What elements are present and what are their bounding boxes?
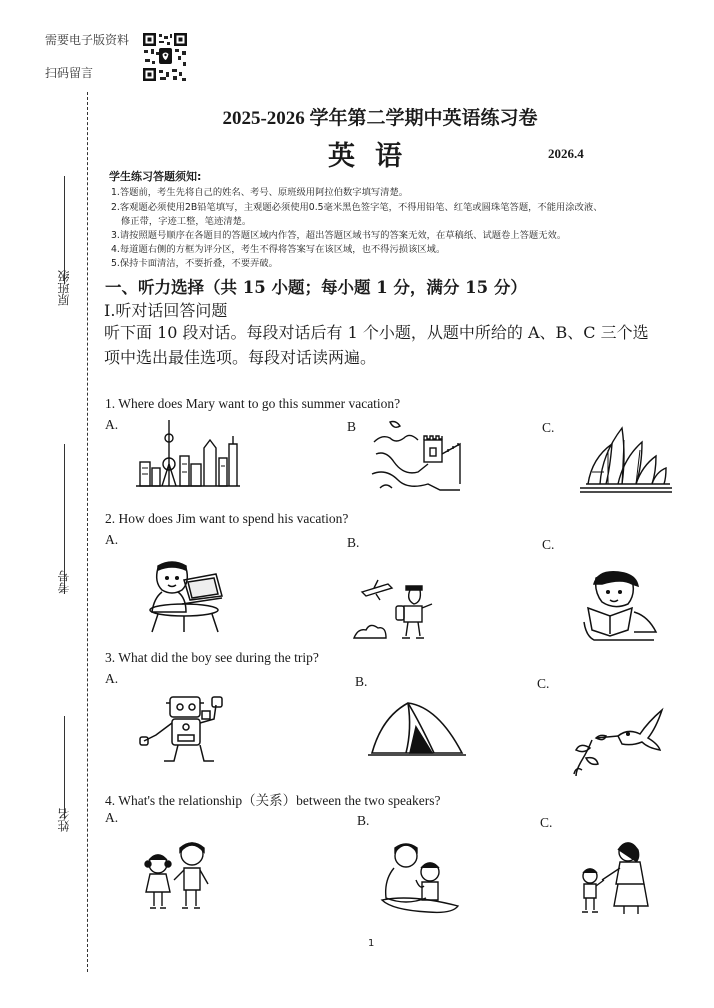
option-label-c: C. [542, 420, 555, 435]
subject-title: 英语 [328, 141, 422, 172]
name-label: 姓名 [57, 808, 71, 832]
part-heading: I.听对话回答问题 [104, 301, 228, 320]
question-text: 4. What's the relationship（关系）between the two speakers? [105, 793, 441, 808]
bird-icon [572, 708, 666, 782]
exam-title: 2025-2026 学年第二学期中英语练习卷 [222, 108, 538, 129]
class-write-line [64, 176, 65, 284]
exam-date: 2026.4 [548, 146, 584, 161]
option-label-a: A. [105, 810, 119, 825]
hiker-icon [352, 578, 442, 644]
option-label-c: C. [540, 815, 553, 830]
option-label-a: A. [105, 532, 119, 547]
note-item: 修正带，字迹工整，笔迹清楚。 [121, 216, 252, 227]
tent-icon [366, 697, 468, 763]
opera-house-icon [578, 420, 674, 498]
father-child-icon [378, 840, 464, 920]
option-label-c: C. [542, 537, 555, 552]
boy-computer-icon [144, 560, 230, 640]
name-write-line [64, 716, 65, 818]
page-number: 1 [368, 938, 375, 949]
instruction-line: 项中选出最佳选项。每段对话读两遍。 [104, 348, 377, 367]
instructions [104, 320, 664, 370]
option-label-b: B [347, 419, 357, 434]
option-label-a: A. [105, 417, 119, 432]
note-item: 5.保持卡面清洁，不要折叠，不要弄破。 [111, 258, 278, 269]
notes-heading: 学生练习答题须知: [109, 170, 202, 183]
note-item: 1.答题前，考生先将自己的姓名、考号、原班级用阿拉伯数字填写清楚。 [111, 187, 409, 198]
qr-code-icon [142, 32, 188, 82]
note-item: 4.每道题右侧的方框为评分区，考生不得将答案写在该区域，也不得污损该区域。 [111, 244, 446, 255]
option-label-b: B. [357, 813, 370, 828]
note-item: 2.客观题必须使用2B铅笔填写，主观题必须使用0.5毫米黑色签字笔，不得用铅笔、红笔或圆珠笔答题，不能用涂改液、 [111, 202, 603, 213]
reading-boy-icon [580, 572, 662, 648]
corner-text-2: 扫码留言 [45, 66, 94, 80]
question-text: 2. How does Jim want to spend his vacation? [105, 511, 349, 526]
exam-no-label: 考号 [57, 570, 71, 594]
great-wall-icon [370, 418, 466, 498]
note-item: 3.请按照题号顺序在各题目的答题区域内作答，超出答题区域书写的答案无效，在草稿纸、试题卷上答题无效。 [111, 230, 567, 241]
option-label-b: B. [355, 674, 368, 689]
class-label: 原班级 [57, 270, 71, 306]
binding-dashed-line [87, 92, 88, 972]
section-heading: 一、听力选择（共 15 小题；每小题 1 分，满分 15 分） [105, 278, 527, 297]
question-text: 3. What did the boy see during the trip? [105, 650, 319, 665]
option-label-b: B. [347, 535, 360, 550]
question-text: 1. Where does Mary want to go this summer vacation? [105, 396, 401, 411]
instruction-line: 听下面 10 段对话。每段对话后有 1 个小题，从题中所给的 A、B、C 三个选 [104, 323, 649, 342]
robot-icon [140, 695, 232, 773]
city-skyline-icon [136, 418, 242, 494]
option-label-a: A. [105, 671, 119, 686]
mother-child-icon [574, 840, 662, 922]
children-icon [140, 838, 218, 916]
corner-text-1: 需要电子版资料 [45, 33, 130, 47]
option-label-c: C. [537, 676, 550, 691]
